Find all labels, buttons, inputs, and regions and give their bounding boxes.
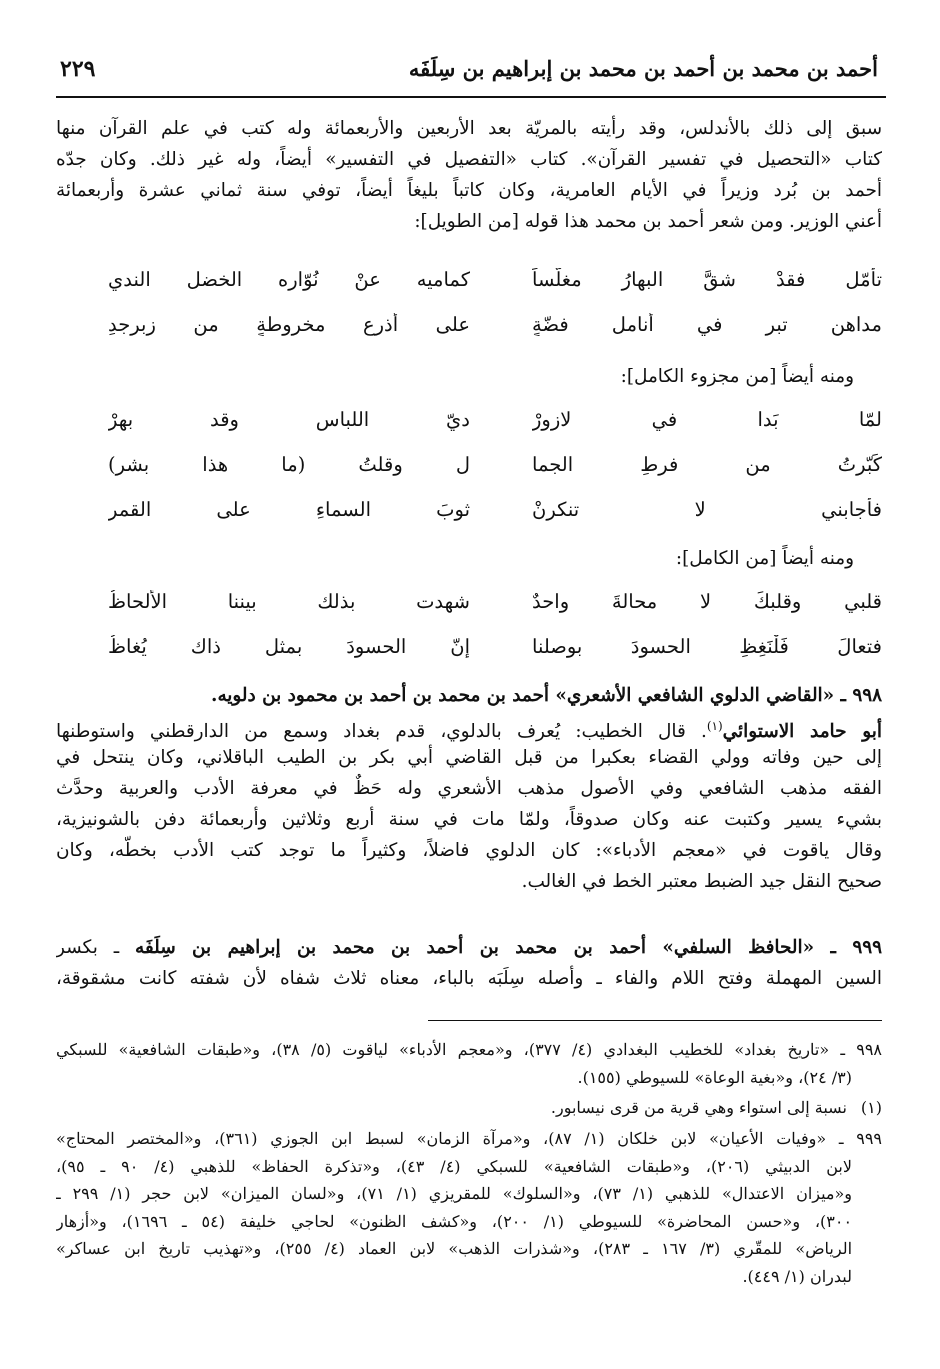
entry-998 xyxy=(56,680,882,897)
verse-second-hemistich: لِ وقلتُ (ما هذا بشر) xyxy=(108,453,470,476)
text-line: إلى حين وفاته وولي القضاء بعكبرا من قبل القاضي أبي بكر بن الطيب الباقلاني، وكان ينتحل في xyxy=(56,747,882,768)
footnote-line: (٣/ ٢٤)، و«بغية الوعاة» للسيوطي (١٥٥). xyxy=(577,1067,852,1087)
verse-first-hemistich: فأجابني لا تنكرنْ xyxy=(532,498,882,521)
text-line: السين المهملة وفتح اللام والفاء ـ وأصله سِلَبَه بالباء، معناه ثلاث شفاه لأن شفته كانت مشقوقة، xyxy=(56,968,882,989)
verse-second-hemistich: كماميه عنْ نُوّاره الخضلِ الندي xyxy=(108,268,470,291)
verse-line xyxy=(56,590,882,635)
text-line-rest: . قال الخطيب: يُعرف بالدلوي، قدم بغداد وسمع من الدارقطني واستوطنها xyxy=(56,721,707,742)
text-line: كتاب «التحصيل في تفسير القرآن». كتاب «التفصيل في التفسير» أيضاً، وله غير ذلك. وكان جدّه xyxy=(56,149,882,170)
verse-second-hemistich: شهدت بذلك بيننا الألحاظُ xyxy=(108,590,470,613)
verse-line xyxy=(56,498,882,543)
page-number: ٢٢٩ xyxy=(60,56,96,82)
verse-first-hemistich: تأمّل فقدْ شقَّ البهارُ مغلّساً xyxy=(532,268,882,291)
verse-line xyxy=(56,408,882,453)
entry-999 xyxy=(56,932,882,994)
footnote-rule xyxy=(428,1020,882,1021)
footnote-line: ٣٠٠)، و«حسن المحاضرة» للسيوطي (١/ ٢٠٠)، و«كشف الظنون» لحاجي خليفة (٥٤ ـ ١٦٩٦)، و«أزهار xyxy=(56,1211,853,1231)
entry-heading: ٩٩٨ ـ «القاضي الدلوي الشافعي الأشعري» أحمد بن محمد بن أحمد بن محمود بن دلويه. xyxy=(211,685,882,706)
verse-line xyxy=(56,313,882,358)
footnote-998 xyxy=(56,1036,882,1091)
footnote-line xyxy=(56,1094,882,1122)
verse-line xyxy=(56,635,882,680)
text-line-rest: ـ بكسر xyxy=(56,937,135,958)
verse-second-hemistich: إنّ الحسودَ بمثلِ ذاك يُغاظُ xyxy=(108,635,470,658)
text-line xyxy=(56,932,882,963)
entry-heading: ٩٩٩ ـ «الحافظ السلفي» أحمد بن محمد بن أحمد بن محمد بن إبراهيم بن سِلَفَه xyxy=(134,937,882,958)
poem-majzu-kamil xyxy=(56,408,882,543)
footnote-line: لبدران (١/ ٤٤٩). xyxy=(742,1266,852,1286)
footnote-999 xyxy=(56,1125,882,1290)
footnote-line: الرياض» للمقّري (٣/ ١٦٧ ـ ٢٨٣)، و«شذرات الذهب» لابن العماد (٤/ ٢٥٥)، و«تهذيب تاريخ ابن عساكر» xyxy=(56,1239,853,1258)
verse-first-hemistich: فتعالَ فَلْنَغِظِ الحسودَ بوصلنا xyxy=(532,635,882,658)
verse-first-hemistich: كَبّرتُ من فرطِ الجما xyxy=(532,453,882,476)
verse-second-hemistich: ثوبَ السماءِ على القمر xyxy=(108,498,470,521)
verse-line xyxy=(56,453,882,498)
intro-paragraph xyxy=(56,113,882,237)
meter-label: ومنه أيضاً [من مجزوء الكامل]: xyxy=(620,366,854,387)
verse-first-hemistich: قلبي وقلبكَ لا محالةَ واحدٌ xyxy=(532,590,882,613)
footnote-line: ٩٩٨ ـ «تاريخ بغداد» للخطيب البغدادي (٤/ ٣٧٧)، و«معجم الأدباء» لياقوت (٥/ ٣٨)، و«طبقات الشافعية» للسبكي xyxy=(56,1040,882,1059)
footnote-line: لابن الدبيثي (٢٠٦)، و«طبقات الشافعية» للسبكي (٤/ ٤٣)، و«تذكرة الحفاظ» للذهبي (٤/ ٩٠ ـ ٩٥)، xyxy=(56,1156,853,1176)
header-rule xyxy=(56,96,886,98)
verse-second-hemistich: على أذرعٍ مخروطةٍ من زبرجدِ xyxy=(108,313,470,336)
text-line: أحمد بن بُرد وزيراً في الأيام العامرية، وكان كاتباً بليغاً أيضاً، توفي سنة ثماني عشرة وأربعمائة xyxy=(56,180,882,201)
poem-kamil xyxy=(56,590,882,680)
text-line: سبق إلى ذلك بالأندلس، وقد رأيته بالمريّة بعد الأربعين والأربعمائة وله كتب في علم القرآن منها xyxy=(56,118,882,139)
footnote-text: نسبة إلى استواء وهي قرية من قرى نيسابور. xyxy=(550,1098,847,1117)
running-head: أحمد بن محمد بن أحمد بن محمد بن إبراهيم بن سِلَفَه xyxy=(408,56,878,81)
text-line: وقال ياقوت في «معجم الأدباء»: كان الدلوي فاضلاً، وكثيراً ما توجد كتب الأدب بخطّه، وكان xyxy=(56,840,882,861)
verse-first-hemistich: لمّا بَدا في لازورْ xyxy=(532,408,882,431)
text-line: صحيح النقل جيد الضبط معتبر الخط في الغالب. xyxy=(521,871,882,892)
kunya: أبو حامد الاستوائي xyxy=(722,721,882,742)
text-line: أعني الوزير. ومن شعر أحمد بن محمد هذا قوله [من الطويل]: xyxy=(414,211,882,232)
text-line: بشيء يسير وكتبت عنه وكان صدوقاً، ولمّا مات في سنة أربع وثلاثين وأربعمائة دفن بالشونيزية، xyxy=(56,809,882,830)
verse-line xyxy=(56,268,882,313)
poem-tawil xyxy=(56,268,882,358)
verse-first-hemistich: مداهن تبرٍ في أناملِ فضّةٍ xyxy=(532,313,882,336)
footnote-marker: (١) xyxy=(706,719,723,733)
footnote-line: و«ميزان الاعتدال» للذهبي (١/ ٧٣)، و«السلوك» للمقريزي (١/ ٧١)، و«لسان الميزان» لابن حجر (١/ ٢٩٩ ـ xyxy=(56,1184,853,1203)
text-line xyxy=(56,711,882,742)
footnote-number: (١) xyxy=(860,1098,882,1117)
footnote-line: ٩٩٩ ـ «وفيات الأعيان» لابن خلكان (١/ ٨٧)، و«مرآة الزمان» لسبط ابن الجوزي (٣٦١)، و«المختصر المحتاج» xyxy=(56,1129,882,1148)
verse-second-hemistich: ديّ اللباسِ وقد بهرْ xyxy=(108,408,470,431)
text-line: الفقه مذهب الشافعي وفي الأصول مذهب الأشعري وله حَظٌ في معرفة الأدب والعربية وحدَّث xyxy=(56,778,882,799)
footnote-1 xyxy=(56,1094,882,1122)
meter-label: ومنه أيضاً [من الكامل]: xyxy=(675,548,854,569)
